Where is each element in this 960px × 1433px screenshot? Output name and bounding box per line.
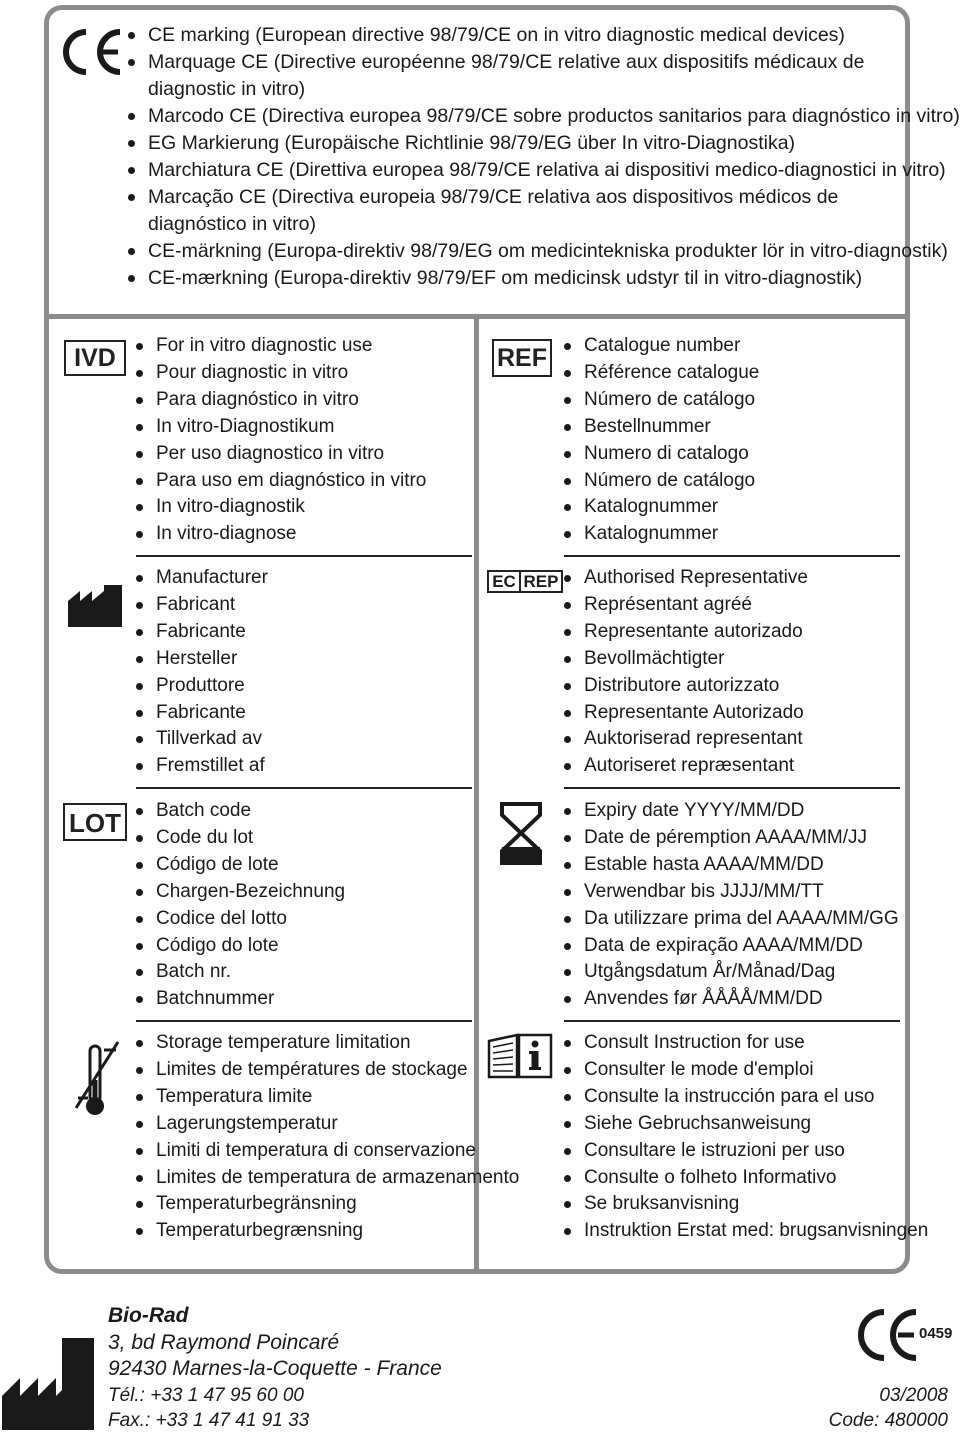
ec-rep-symbol xyxy=(487,570,563,593)
list-item: Autoriseret repræsentant xyxy=(564,753,808,780)
ce-mark-icon xyxy=(856,1308,920,1362)
consult-list xyxy=(564,1030,928,1245)
info-book-icon xyxy=(487,1033,553,1079)
manufacturer-address xyxy=(108,1303,442,1433)
list-item: Para diagnóstico in vitro xyxy=(136,387,426,414)
list-item: Siehe Gebruchsanweisung xyxy=(564,1111,928,1138)
document-code: Code: 480000 xyxy=(828,1410,948,1431)
list-item: Produttore xyxy=(136,673,268,700)
list-item: Manufacturer xyxy=(136,565,268,592)
list-item: In vitro-Diagnostikum xyxy=(136,414,426,441)
section-divider xyxy=(564,1020,900,1022)
fax-number: Fax.: +33 1 47 41 91 33 xyxy=(108,1409,310,1431)
list-item: Pour diagnostic in vitro xyxy=(136,360,426,387)
list-item: Auktoriserad representant xyxy=(564,726,808,753)
ecrep-list xyxy=(564,565,808,780)
address-line: 3, bd Raymond Poincaré xyxy=(108,1330,340,1354)
list-item: Storage temperature limitation xyxy=(136,1030,519,1057)
address-line: 92430 Marnes-la-Coquette - France xyxy=(108,1357,442,1380)
section-divider xyxy=(564,787,900,789)
document-info xyxy=(829,1383,948,1433)
list-item: Código do lote xyxy=(136,933,345,960)
list-item: Fabricant xyxy=(136,592,268,619)
list-item: Catalogue number xyxy=(564,333,759,360)
list-item: Chargen-Bezeichnung xyxy=(136,879,345,906)
list-item: Marcação CE (Directiva europeia 98/79/CE relativa aos dispositivos médicos de diagnóstico in vitro) xyxy=(128,184,908,238)
list-item: Fabricante xyxy=(136,700,268,727)
list-item: Distributore autorizzato xyxy=(564,673,808,700)
list-item: CE-märkning (Europa-direktiv 98/79/EG om medicintekniska produkter lör in vitro-diagnostik) xyxy=(128,238,960,265)
list-item: Instruktion Erstat med: brugsanvisningen xyxy=(564,1218,928,1245)
list-item: Code du lot xyxy=(136,825,345,852)
list-item: Représentant agréé xyxy=(564,592,808,619)
list-item: Temperatura limite xyxy=(136,1084,519,1111)
list-item: Número de catálogo xyxy=(564,468,759,495)
list-item: Marquage CE (Directive européenne 98/79/CE relative aux dispositifs médicaux de diagnostic in vitro) xyxy=(128,49,908,103)
list-item: Batchnummer xyxy=(136,986,345,1013)
revision-date: 03/2008 xyxy=(879,1385,948,1406)
list-item: Data de expiração AAAA/MM/DD xyxy=(564,933,899,960)
list-item: In vitro-diagnose xyxy=(136,521,426,548)
list-item: Authorised Representative xyxy=(564,565,808,592)
list-item: Verwendbar bis JJJJ/MM/TT xyxy=(564,879,899,906)
expiry-list xyxy=(564,798,899,1013)
list-item: Limites de températures de stockage xyxy=(136,1057,519,1084)
list-item: Marchiatura CE (Direttiva europea 98/79/CE relativa ai dispositivi medico-diagnostici in vitro) xyxy=(128,157,960,184)
list-item: Temperaturbegränsning xyxy=(136,1191,519,1218)
list-item: Consulte o folheto Informativo xyxy=(564,1165,928,1192)
ref-symbol: REF xyxy=(492,339,552,377)
list-item: Marcodo CE (Directiva europea 98/79/CE sobre productos sanitarios para diagnóstico in vitro) xyxy=(128,103,960,130)
list-item: Date de péremption AAAA/MM/JJ xyxy=(564,825,899,852)
list-item: Expiry date YYYY/MM/DD xyxy=(564,798,899,825)
list-item: Código de lote xyxy=(136,852,345,879)
section-divider xyxy=(564,555,900,557)
list-item: Estable hasta AAAA/MM/DD xyxy=(564,852,899,879)
list-item: Para uso em diagnóstico in vitro xyxy=(136,468,426,495)
list-item: Lagerungstemperatur xyxy=(136,1111,519,1138)
list-item: Tillverkad av xyxy=(136,726,268,753)
ivd-symbol: IVD xyxy=(64,340,126,376)
list-item: Per uso diagnostico in vitro xyxy=(136,441,426,468)
temperature-list xyxy=(136,1030,519,1245)
rep-label: REP xyxy=(523,572,559,591)
thermometer-icon xyxy=(74,1040,120,1120)
list-item: Consultare le istruzioni per uso xyxy=(564,1138,928,1165)
list-item: Temperaturbegrænsning xyxy=(136,1218,519,1245)
list-item: Batch code xyxy=(136,798,345,825)
list-item: Representante Autorizado xyxy=(564,700,808,727)
list-item: Codice del lotto xyxy=(136,906,345,933)
list-item: Consult Instruction for use xyxy=(564,1030,928,1057)
factory-icon xyxy=(68,585,122,627)
list-item: Fremstillet af xyxy=(136,753,268,780)
ec-label: EC xyxy=(489,572,521,591)
ivd-list xyxy=(136,333,426,548)
list-item: Hersteller xyxy=(136,646,268,673)
list-item: Batch nr. xyxy=(136,959,345,986)
list-item: Consulte la instrucción para el uso xyxy=(564,1084,928,1111)
list-item: EG Markierung (Europäische Richtlinie 98/79/EG über In vitro-Diagnostika) xyxy=(128,130,960,157)
list-item: For in vitro diagnostic use xyxy=(136,333,426,360)
ce-marking-list xyxy=(128,22,960,292)
list-item: CE-mærkning (Europa-direktiv 98/79/EF om medicinsk udstyr til in vitro-diagnostik) xyxy=(128,265,960,292)
section-divider xyxy=(136,555,472,557)
list-item: Anvendes før ÅÅÅÅ/MM/DD xyxy=(564,986,899,1013)
list-item: Limites de temperatura de armazenamento xyxy=(136,1165,519,1192)
list-item: Número de catálogo xyxy=(564,387,759,414)
lot-list xyxy=(136,798,345,1013)
list-item: Numero di catalogo xyxy=(564,441,759,468)
list-item: Se bruksanvisning xyxy=(564,1191,928,1218)
company-name: Bio-Rad xyxy=(108,1304,189,1327)
list-item: Bevollmächtigter xyxy=(564,646,808,673)
list-item: CE marking (European directive 98/79/CE on in vitro diagnostic medical devices) xyxy=(128,22,960,49)
list-item: Katalognummer xyxy=(564,521,759,548)
list-item: Référence catalogue xyxy=(564,360,759,387)
ce-mark-icon xyxy=(58,26,124,78)
section-divider xyxy=(136,787,472,789)
manufacturer-list xyxy=(136,565,268,780)
hourglass-icon xyxy=(498,801,544,865)
phone-number: Tél.: +33 1 47 95 60 00 xyxy=(108,1384,304,1406)
list-item: Representante autorizado xyxy=(564,619,808,646)
list-item: Bestellnummer xyxy=(564,414,759,441)
section-divider xyxy=(136,1020,472,1022)
notified-body-number: 0459 xyxy=(919,1325,953,1342)
list-item: Da utilizzare prima del AAAA/MM/GG xyxy=(564,906,899,933)
list-item: Fabricante xyxy=(136,619,268,646)
list-item: Utgångsdatum År/Månad/Dag xyxy=(564,959,899,986)
list-item: Limiti di temperatura di conservazione xyxy=(136,1138,519,1165)
list-item: Katalognummer xyxy=(564,494,759,521)
list-item: In vitro-diagnostik xyxy=(136,494,426,521)
lot-symbol: LOT xyxy=(63,803,127,841)
factory-icon xyxy=(2,1338,94,1430)
ref-list xyxy=(564,333,759,548)
list-item: Consulter le mode d'emploi xyxy=(564,1057,928,1084)
